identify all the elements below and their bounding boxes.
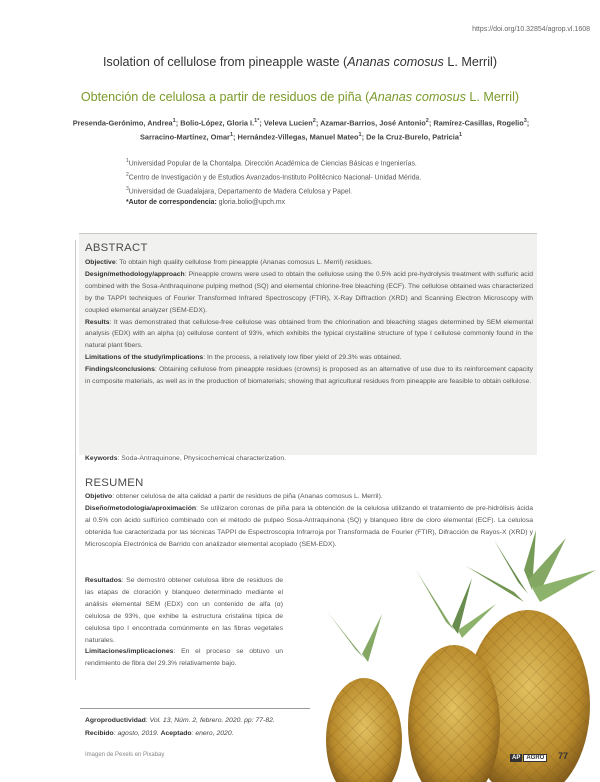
keywords: Keywords: Soda-Antraquinone, Physicochemical characterization. — [85, 455, 286, 462]
margin-rule — [75, 240, 76, 680]
dates: Recibido: agosto, 2019. Aceptado: enero, 2020. — [85, 730, 234, 737]
pineapple-photo — [296, 530, 600, 782]
resumen-heading: RESUMEN — [85, 477, 144, 489]
author-name: De la Cruz-Burelo, Patricia — [366, 132, 459, 142]
title-english: Isolation of cellulose from pineapple waste (Ananas comosus L. Merril) — [102, 55, 498, 69]
abstract-results: Results: It was demonstrated that cellulose-free cellulose was obtained from the chlorination and bleaching stages determined by SEM elemental analysis (EDX) with an alpha (α) cellulose content of 93%, which exhibits the typical crystalline structure of type I cellulose commonly found in the natural plant fibers. — [85, 318, 533, 350]
title-spanish: Obtención de celulosa a partir de residuos de piña (Ananas comosus L. Merril) — [80, 90, 520, 104]
corresponding-author: *Autor de correspondencia: gloria.bolio@upch.mx — [126, 199, 286, 207]
resumen-resultados: Resultados: Se demostró obtener celulosa libre de residuos de las etapas de cloración y blanqueo determinado mediante el análisis elemental SEM (EDX) con un contenido de alfa (α) celulosa de 93%, que exhibe la estructura cristalina típica de celulosa tipo I encontrada comúnmente en las fibras vegetales naturales. — [85, 577, 283, 644]
resumen-body — [85, 491, 533, 551]
author-name: Presenda-Gerónimo, Andrea — [72, 118, 173, 128]
abstract-design: Design/methodology/approach: Pineapple crowns were used to obtain the cellulose using the 0.5% acid pre-hydrolysis treatment with sulfuric acid combined with the Sosa-Anthraquinone pulping method (SQ) and elemental chlorine-free bleaching (ECF). The cellulose obtained was characterized by the TAPPI techniques of Fourier Transformed Infrared Spectroscopy (FTIR), X-Ray Diffraction (XRD) and Scanning Electron Microscopy with coupled elemental analyzer (SEM-EDX). — [85, 270, 533, 314]
resumen-objetivo: Objetivo: obtener celulosa de alta calidad a partir de residuos de piña (Ananas comosus L. Merril). — [85, 493, 383, 500]
page-number: 77 — [558, 751, 569, 761]
logo-agro: AGRO — [523, 754, 547, 762]
abstract-objective: Objective: To obtain high quality cellulose from pineapple (Ananas comosus L. Merril) residues. — [85, 259, 373, 266]
resumen-diseno: Diseño/metodología/aproximación: Se utilizaron coronas de piña para la obtención de la celulosa utilizando el tratamiento de pre-hidrólisis ácida al 0.5% con ácido sulfúrico combinado con el método de pulpeo Sosa-Antraquinona (SQ) y blanqueo libre de cloro elemental (ECF). La celulosa obtenida fue caracterizada por las técnicas TAPPI de Espectroscopia Infrarroja por Transformada de Fourier (FTIR), Difracción de Rayos-X (XRD) y Microscopía Electrónica de Barrido con analizador elemental acoplado (SEM-EDX). — [85, 504, 533, 548]
affiliation-item: $^1$Universidad Popular de la Chontalpa. Dirección Académica de Ciencias Básicas e Ingenierías. — [126, 158, 417, 168]
author-name: Sarracino-Martínez, Omar — [139, 132, 230, 142]
doi-link[interactable]: https://doi.org/10.32854/agrop.vl.1608 — [472, 26, 590, 33]
affiliation-item: $^3$Universidad de Guadalajara, Departamento de Madera Celulosa y Papel. — [126, 186, 353, 196]
journal-logo — [510, 752, 547, 764]
resumen-limitaciones: Limitaciones/implicaciones: En el proceso se obtuvo un rendimiento de fibra del 29.3% relativamente bajo. — [85, 648, 283, 668]
logo-ap: AP — [512, 755, 521, 761]
abstract-body — [85, 257, 533, 388]
author-list: Presenda-Gerónimo, Andrea$^1$; Bolio-López, Gloria I.$^{1*}$; Veleva Lucien$^2$; Azamar-Barrios, José Antonio$^2$; Ramírez-Casillas, Rogelio$^3$; Sarracino-Martínez, Omar$^1$; Hernández-Villegas, Manuel Mateo$^1$; De la Cruz-Burelo, Patricia$^1$ — [72, 118, 530, 142]
abstract-heading: ABSTRACT — [85, 242, 148, 254]
journal-citation: Agroproductividad: Vol. 13, Núm. 2, febrero. 2020. pp: 77-82. — [85, 717, 275, 724]
author-name: Ramírez-Casillas, Rogelio — [433, 118, 524, 128]
abstract-limitations: Limitations of the study/implications: In the process, a relatively low fiber yield of 29.3% was obtained. — [85, 354, 402, 362]
affiliation-item: $^2$Centro de Investigación y de Estudios Avanzados-Instituto Politécnico Nacional- Unidad Mérida. — [126, 172, 422, 182]
corresponding-email[interactable]: gloria.bolio@upch.mx — [218, 199, 286, 207]
author-name: Veleva Lucien — [263, 118, 313, 128]
citation-rule — [80, 708, 310, 709]
resumen-body-narrow — [85, 575, 283, 670]
abstract-findings: Findings/conclusions: Obtaining cellulose from pineapple residues (crowns) is proposed as an alternative of use due to its reinforcement capacity in composite materials, as well as in the production of biomaterials; showing that agricultural residues from pineapple are feasible to obtain cellulose. — [85, 366, 533, 386]
affiliations — [126, 156, 546, 209]
abstract-rule — [79, 233, 537, 234]
image-credit: Imagen de Pexels en Pixabay — [85, 752, 165, 758]
citation-block — [85, 714, 275, 740]
author-name: Azamar-Barrios, José Antonio — [320, 118, 426, 128]
author-name: Hernández-Villegas, Manuel Mateo — [237, 132, 359, 142]
author-name: Bolio-López, Gloria I. — [180, 118, 255, 128]
